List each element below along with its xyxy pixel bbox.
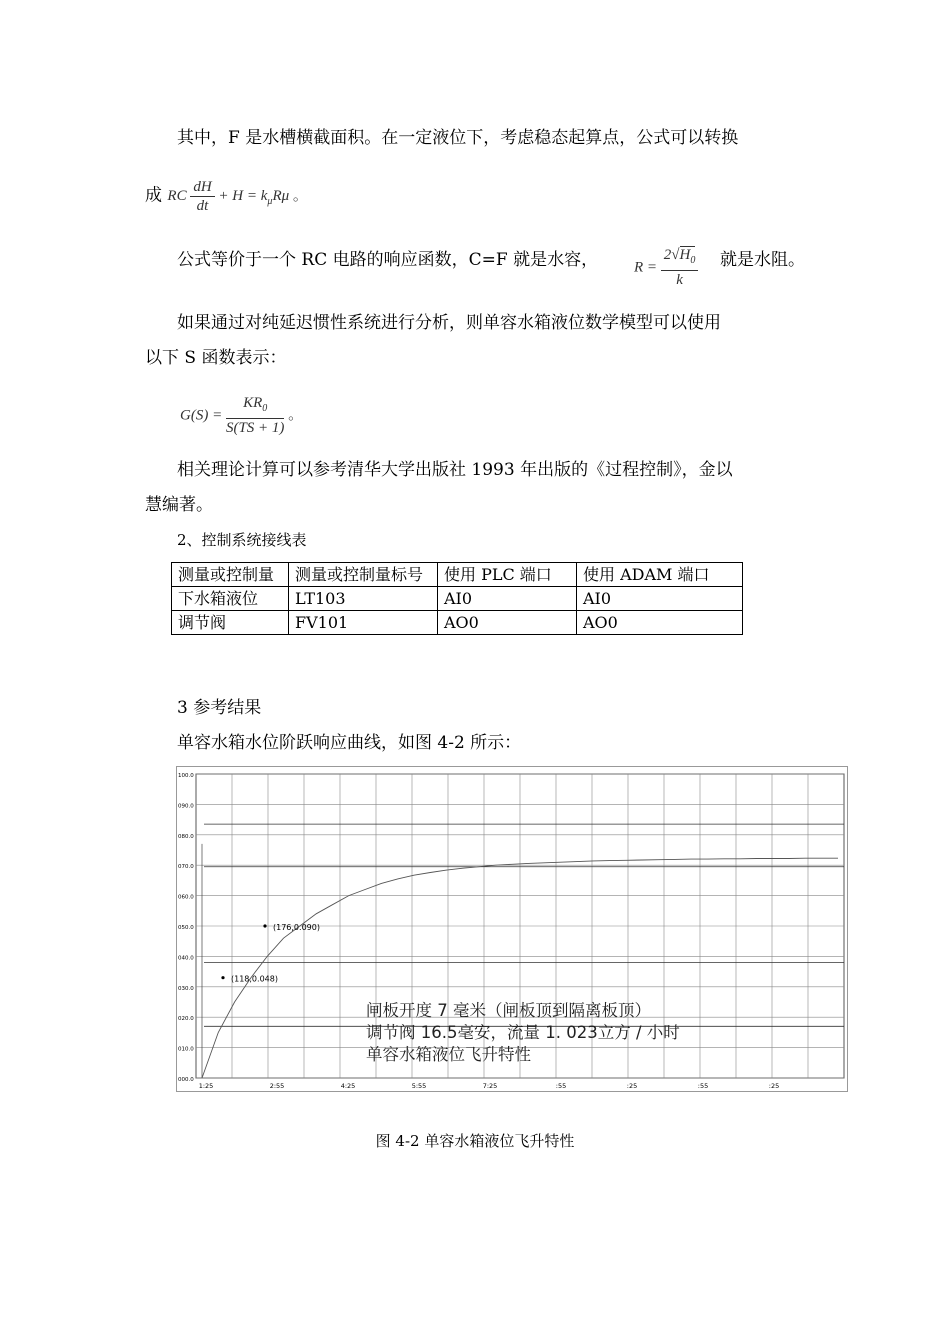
response-chart — [176, 766, 848, 1092]
x-tick-label: :25 — [768, 1082, 780, 1090]
chart-note-line: 闸板开度 7 毫米（闸板顶到隔离板顶） — [366, 1001, 651, 1020]
y-tick-label: 000.0 — [178, 1077, 194, 1083]
eq3-fraction — [226, 394, 284, 437]
y-tick-label: 040.0 — [178, 955, 194, 962]
eq3-num-sub: 0 — [262, 403, 268, 414]
eq1-fraction — [190, 178, 214, 215]
eq2-lhs: R = — [634, 259, 658, 276]
paragraph-4-line-2: 以下 S 函数表示： — [145, 348, 287, 368]
table-cell: 测量或控制量标号 — [289, 563, 438, 587]
table-row — [172, 563, 743, 587]
annotation-point — [263, 924, 266, 927]
chart-note-line: 单容水箱液位飞升特性 — [366, 1045, 531, 1064]
table-row — [172, 611, 743, 635]
para2-prefix: 成 — [145, 185, 162, 206]
table-row — [172, 587, 743, 611]
table-cell: 下水箱液位 — [172, 587, 289, 611]
x-tick-label: :55 — [555, 1082, 567, 1090]
eq1-tail: Rμ — [272, 187, 290, 204]
equation-2 — [634, 246, 698, 296]
table-cell: AI0 — [438, 587, 577, 611]
paragraph-4-line-1: 如果通过对纯延迟惯性系统进行分析，则单容水箱液位数学模型可以使用 — [177, 313, 721, 333]
eq3-den: S(TS + 1) — [225, 420, 285, 436]
x-tick-label: 4:25 — [340, 1082, 356, 1090]
response-chart-svg — [176, 766, 848, 1092]
equation-line-1 — [145, 178, 308, 222]
section-3-text: 单容水箱水位阶跃响应曲线，如图 4-2 所示： — [177, 733, 522, 753]
eq1-den: dt — [196, 198, 209, 214]
eq3-num-text: KR — [243, 395, 263, 411]
x-tick-label: 2:55 — [269, 1082, 285, 1090]
figure-caption: 图 4-2 单容水箱液位飞升特性 — [375, 1132, 575, 1150]
equation-1 — [167, 179, 308, 214]
table-cell: 使用 ADAM 端口 — [577, 563, 743, 587]
x-tick-label: 1:25 — [198, 1082, 214, 1090]
annotation-label: (176,0.090) — [273, 923, 320, 932]
table-cell: LT103 — [289, 587, 438, 611]
table-cell: 使用 PLC 端口 — [438, 563, 577, 587]
eq2-root: H — [679, 247, 691, 263]
y-tick-label: 080.0 — [178, 833, 194, 840]
eq2-den: k — [676, 272, 683, 288]
eq1-end: 。 — [292, 187, 308, 204]
eq1-lhs: RC — [167, 187, 187, 204]
x-tick-label: 5:55 — [411, 1082, 427, 1090]
y-tick-label: 030.0 — [178, 985, 194, 992]
section-3-title: 3 参考结果 — [177, 698, 262, 718]
x-tick-label: :25 — [626, 1082, 638, 1090]
eq3-num — [226, 394, 284, 419]
annotation-point — [221, 976, 224, 979]
y-tick-label: 020.0 — [178, 1016, 194, 1023]
table-cell: AI0 — [577, 587, 743, 611]
y-tick-label: 010.0 — [178, 1046, 194, 1053]
table-cell: 调节阀 — [172, 611, 289, 635]
y-tick-label: 050.0 — [178, 925, 194, 931]
section-2-title: 2、控制系统接线表 — [177, 531, 307, 549]
paragraph-5-line-1: 相关理论计算可以参考清华大学出版社 1993 年出版的《过程控制》，金以 — [177, 460, 733, 480]
eq3-lhs: G(S) = — [180, 407, 223, 424]
eq3-end: 。 — [288, 406, 304, 423]
eq2-sub: 0 — [690, 255, 696, 266]
eq2-fraction — [661, 246, 699, 289]
table-cell: FV101 — [289, 611, 438, 635]
eq1-rest: + H = k — [218, 187, 268, 204]
wiring-table — [171, 562, 743, 635]
annotation-label: (118,0.048) — [231, 974, 278, 984]
x-tick-label: :55 — [697, 1082, 709, 1090]
x-tick-label: 7:25 — [482, 1082, 498, 1090]
table-cell: AO0 — [577, 611, 743, 635]
eq1-num: dH — [190, 178, 214, 197]
paragraph-5-line-2: 慧编著。 — [145, 495, 213, 515]
eq1-sub: μ — [267, 195, 273, 207]
paragraph-3-suffix: 就是水阻。 — [720, 250, 805, 270]
y-tick-label: 060.0 — [178, 894, 194, 901]
eq2-num: $2√H_0$ — [661, 246, 699, 271]
table-cell: AO0 — [438, 611, 577, 635]
chart-note-line: 调节阀 16.5毫安，流量 1. 023立方 / 小时 — [366, 1023, 680, 1042]
y-tick-label: 090.0 — [178, 803, 194, 810]
paragraph-1: 其中，F 是水槽横截面积。在一定液位下，考虑稳态起算点，公式可以转换 — [177, 128, 739, 148]
paragraph-3: 公式等价于一个 RC 电路的响应函数，C=F 就是水容， — [177, 250, 599, 270]
eq2-coef: 2 — [663, 247, 672, 263]
y-tick-label: 070.0 — [178, 864, 194, 871]
table-cell: 测量或控制量 — [172, 563, 289, 587]
y-tick-label: 100.0 — [178, 773, 194, 779]
equation-3 — [180, 394, 303, 440]
